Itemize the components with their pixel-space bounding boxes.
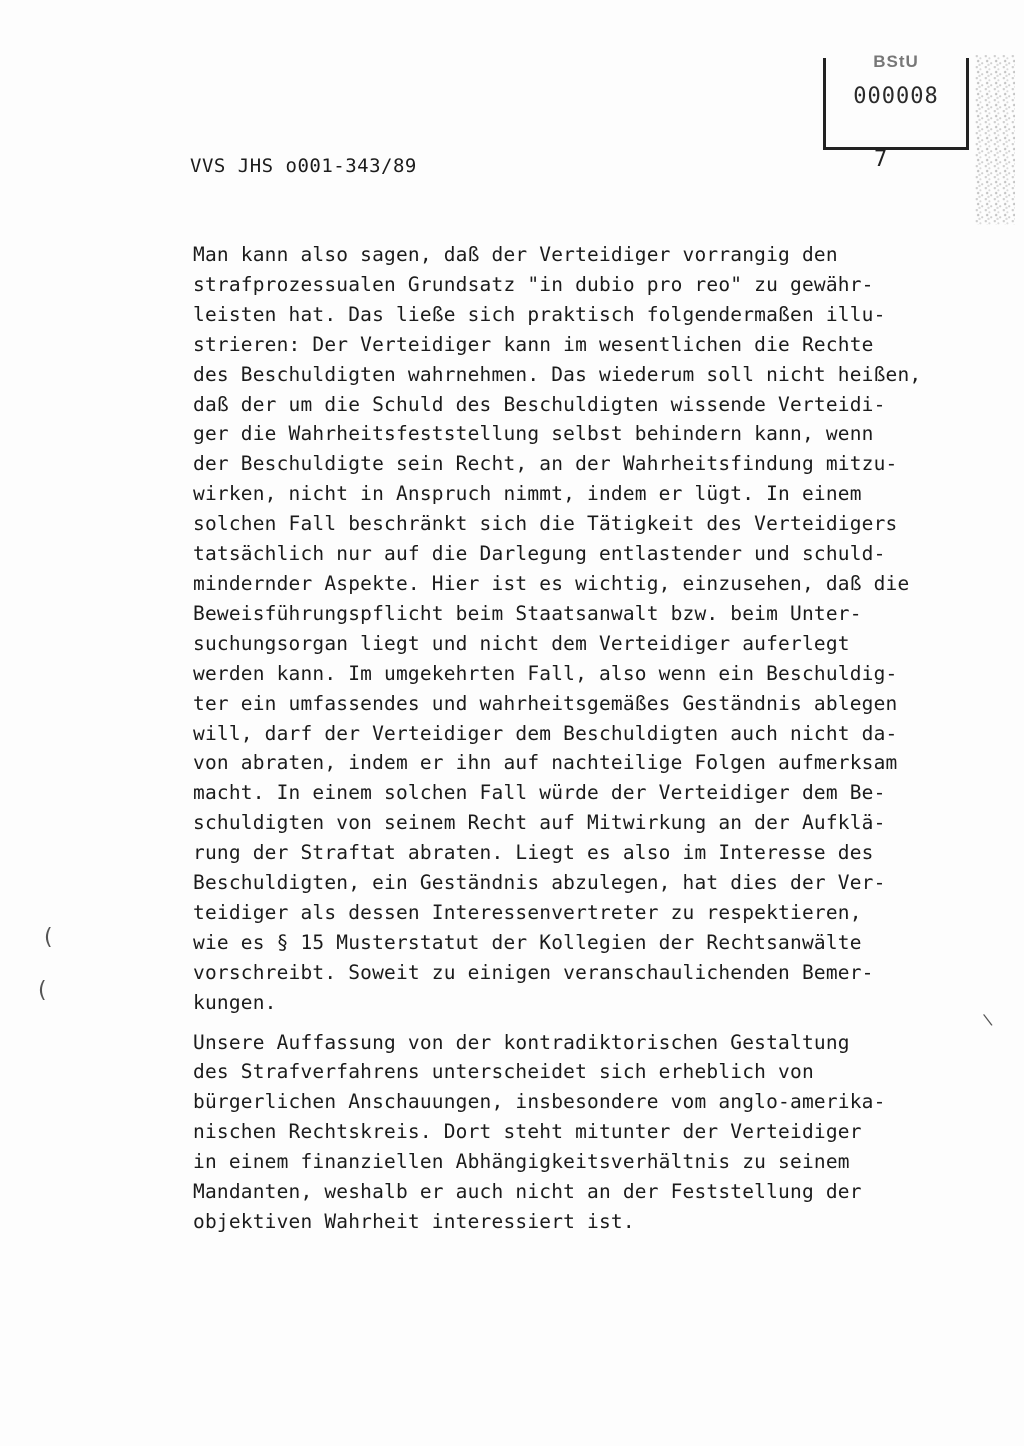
text-line: Beschuldigten, ein Geständnis abzulegen, hat dies der Ver-	[193, 871, 886, 895]
archive-stamp	[823, 52, 969, 150]
text-line: in einem finanziellen Abhängigkeitsverhältnis zu seinem	[193, 1150, 850, 1174]
document-reference: VVS JHS o001-343/89	[190, 155, 417, 177]
text-line: macht. In einem solchen Fall würde der Verteidiger dem Be-	[193, 781, 886, 805]
text-line: wie es § 15 Musterstatut der Kollegien der Rechtsanwälte	[193, 930, 862, 954]
scan-noise	[975, 55, 1015, 225]
text-line: leisten hat. Das ließe sich praktisch folgendermaßen illu-	[193, 302, 886, 326]
paragraph	[193, 1028, 933, 1237]
text-line: Mandanten, weshalb er auch nicht an der Feststellung der	[193, 1180, 862, 1204]
text-line: solchen Fall beschränkt sich die Tätigkeit des Verteidigers	[193, 512, 898, 536]
text-line: werden kann. Im umgekehrten Fall, also wenn ein Beschuldig-	[193, 661, 898, 685]
text-line: strieren: Der Verteidiger kann im wesentlichen die Rechte	[193, 332, 874, 356]
text-line: mindernder Aspekte. Hier ist es wichtig, einzusehen, daß die	[193, 571, 910, 595]
text-line: kungen.	[193, 990, 277, 1014]
paragraph	[193, 240, 933, 1018]
text-line: will, darf der Verteidiger dem Beschuldigten auch nicht da-	[193, 721, 898, 745]
text-line: des Beschuldigten wahrnehmen. Das wiederum soll nicht heißen,	[193, 362, 922, 386]
text-line: tatsächlich nur auf die Darlegung entlastender und schuld-	[193, 542, 886, 566]
text-line: wirken, nicht in Anspruch nimmt, indem er lügt. In einem	[193, 482, 862, 506]
stamp-label: BStU	[873, 52, 919, 71]
text-line: ter ein umfassendes und wahrheitsgemäßes Geständnis ablegen	[193, 691, 898, 715]
text-line: suchungsorgan liegt und nicht dem Verteidiger auferlegt	[193, 631, 850, 655]
text-line: der Beschuldigte sein Recht, an der Wahrheitsfindung mitzu-	[193, 452, 898, 476]
text-line: des Strafverfahrens unterscheidet sich erheblich von	[193, 1060, 814, 1084]
body-text	[193, 240, 933, 1237]
stamp-number: 000008	[853, 84, 939, 109]
text-line: Unsere Auffassung von der kontradiktorischen Gestaltung	[193, 1030, 850, 1054]
text-line: ger die Wahrheitsfeststellung selbst behindern kann, wenn	[193, 422, 874, 446]
text-line: nischen Rechtskreis. Dort steht mitunter der Verteidiger	[193, 1120, 862, 1144]
text-line: objektiven Wahrheit interessiert ist.	[193, 1210, 635, 1233]
margin-mark: (	[38, 978, 47, 1003]
page-number: 7	[874, 147, 888, 172]
text-line: schuldigten von seinem Recht auf Mitwirkung an der Aufklä-	[193, 811, 886, 835]
text-line: Beweisführungspflicht beim Staatsanwalt bzw. beim Unter-	[193, 601, 862, 625]
text-line: bürgerlichen Anschauungen, insbesondere vom anglo-amerika-	[193, 1090, 886, 1114]
margin-mark: \	[981, 1009, 994, 1030]
text-line: vorschreibt. Soweit zu einigen veranschaulichenden Bemer-	[193, 960, 874, 984]
text-line: rung der Straftat abraten. Liegt es also im Interesse des	[193, 841, 874, 865]
text-line: teidiger als dessen Interessenvertreter zu respektieren,	[193, 900, 862, 924]
text-line: strafprozessualen Grundsatz "in dubio pro reo" zu gewähr-	[193, 272, 874, 296]
text-line: Man kann also sagen, daß der Verteidiger vorrangig den	[193, 243, 838, 266]
text-line: von abraten, indem er ihn auf nachteilige Folgen aufmerksam	[193, 751, 898, 775]
text-line: daß der um die Schuld des Beschuldigten wissende Verteidi-	[193, 392, 886, 416]
margin-mark: (	[44, 925, 53, 950]
